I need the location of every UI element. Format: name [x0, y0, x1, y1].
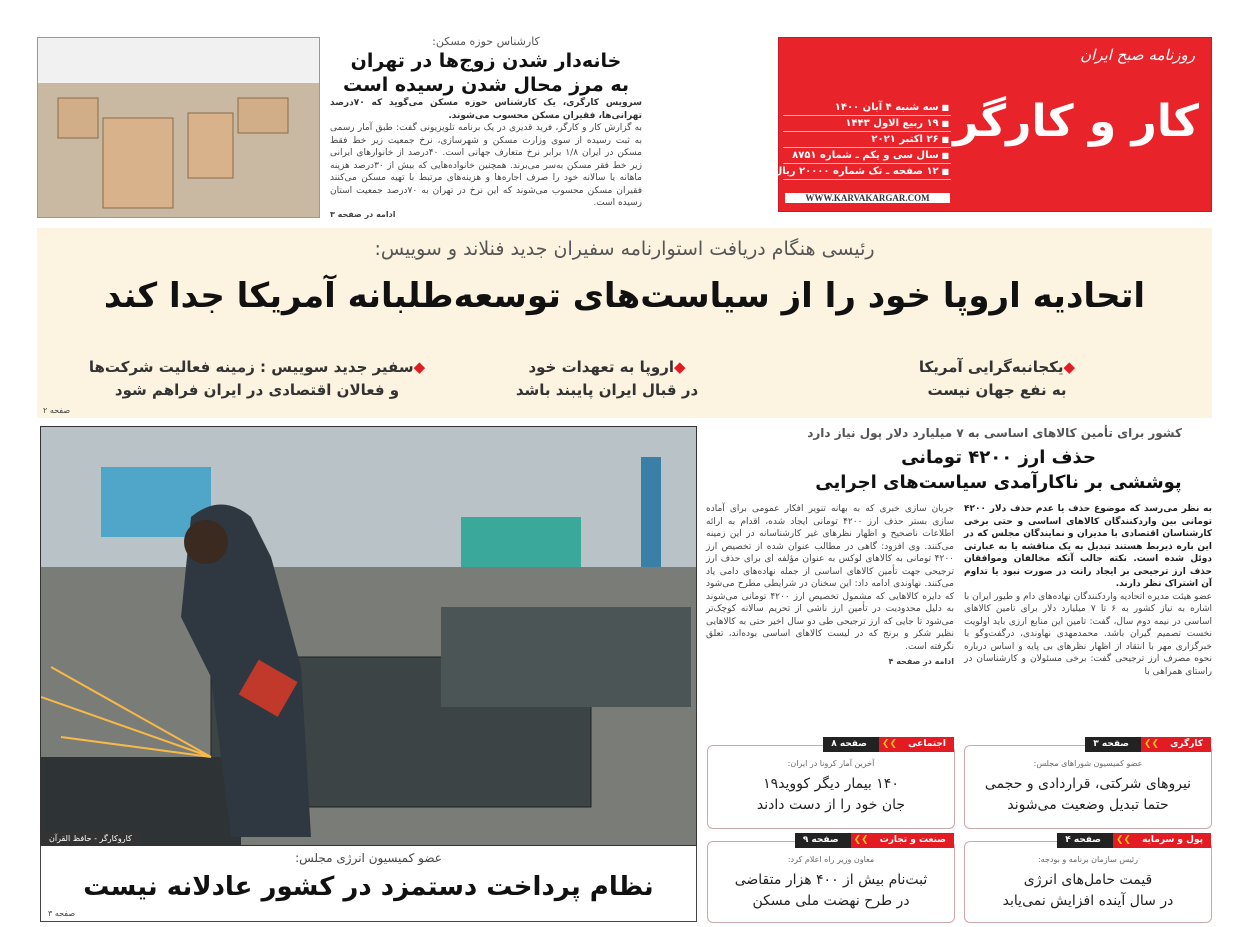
housing-story	[330, 35, 642, 220]
continued-note: ادامه در صفحه ۴	[888, 657, 954, 666]
housing-photo	[37, 37, 320, 218]
newspaper-logo: کار و کارگر	[953, 96, 1199, 147]
photo-story-kicker: عضو کمیسیون انرژی مجلس:	[295, 851, 442, 865]
lead-subhead: ◆سفیر جدید سوییس : زمینه فعالیت شرکت‌ها و فعالان اقتصادی در ایران فراهم شود	[88, 358, 426, 399]
issue-hijri-date: ■ ۱۹ ربیع الاول ۱۴۴۳	[783, 116, 951, 132]
page-ref: صفحه ۳	[48, 909, 76, 918]
column-right: به نظر می‌رسد که موضوع حذف یا عدم حذف دلار ۴۲۰۰ تومانی بین واردکنندگان کالاهای اساسی و حتی برخی کارشناسان اقتصادی با مدیران و نمایندگان مجلس که در این باره ذیربط هستند تبدیل به یک مناقشه یا به عبارتی دوئل شده است. نکته جالب آنکه مخالفان وموافقان حذف ارز ترجیحی بر ایجاد رانت در صورت نبود یا تداوم آن اشتراک نظر دارند. عضو هیئت مدیره اتحادیه واردکنندگان نهاده‌های دام و طیور ایران با اشاره به نیاز کشور به ۶ تا ۷ میلیارد دلار برای تامین کالاهای اساسی در نیمه دوم سال، گفت: تامین این منابع ارزی باید اولویت نخست تصمیم گیران باشد. محمدمهدی نهاوندی، درگفت‌وگو با خبرگزاری مهر با انتقاد از اظهار نظرهای بی پایه و اساس درباره نحوه مصرف ارز ترجیحی گفت: برخی مسئولان و کارشناسان در راستای همراهی با	[964, 504, 1213, 677]
currency-headline[interactable]: حذف ارز ۴۲۰۰ تومانی پوششی بر ناکارآمدی سیاست‌های اجرایی	[815, 447, 1182, 493]
currency-story	[705, 425, 1212, 678]
story-kicker: کارشناس حوزه مسکن:	[432, 35, 540, 48]
lead-subhead: ◆اروپا به تعهدات خود در قبال ایران پایبند باشد	[515, 358, 699, 399]
continued-note: ادامه در صفحه ۳	[330, 209, 396, 219]
issue-date: ■ سه شنبه ۴ آبان ۱۴۰۰	[783, 100, 951, 116]
teaser-box[interactable]: کارگری ❯❯ صفحه ۳ عضو کمیسیون شوراهای مجلس: نیروهای شرکتی، قراردادی و حجمی حتما تبدیل وضعیت می‌شوند	[964, 745, 1212, 829]
column-left: جریان سازی خبری که به بهانه تنویر افکار عمومی برای آماده سازی بستر حذف ارز ۴۲۰۰ تومانی ایجاد شده، اقدام به ارائه اطلاعات ناصحیح و اظهار نظرهای غیر کارشناسانه در این زمینه می‌کنند. وی افزود: گاهی در مطالب عنوان شده از تخصیص ارز ۴۲۰۰ تومانی به کالاهای لوکس به عنوان مؤلفه ای برای حذف ارز ترجیحی جهت تأمین کالاهای اساسی از جمله نهاده‌های دامی یاد می‌کنند. نهاوندی ادامه داد: این سخنان در شرایطی مطرح می‌شود که دایره کالاهایی که مشمول تخصیص ارز ۴۲۰۰ تومانی می‌شوند به دلیل محدودیت در تأمین ارز ناشی از تحریم سالانه کوچک‌تر می‌شود تا جایی که ارز ترجیحی طی دو سال اخیر حتی به کالاهایی نظیر شکر و برنج که در لیست کالاهای اساسی بوده‌اند، تعلق نگرفته است. ادامه در صفحه ۴	[706, 504, 955, 666]
worker-photo	[40, 426, 697, 846]
photo-story-text	[40, 850, 697, 904]
page-ref: صفحه ۲	[43, 406, 71, 415]
teaser-box[interactable]: پول و سرمایه ❯❯ صفحه ۴ رئیس سازمان برنامه و بودجه: قیمت حامل‌های انرژی در سال آینده افزایش نمی‌یابد	[964, 841, 1212, 923]
masthead-tagline: روزنامه صبح ایران	[1080, 46, 1195, 64]
masthead	[773, 37, 1212, 212]
story-headline[interactable]: خانه‌دار شدن زوج‌ها در تهران	[350, 50, 622, 72]
issue-info	[773, 100, 951, 180]
lead-story	[37, 228, 1212, 418]
lead-subhead: ◆یکجانبه‌گرایی آمریکا به نفع جهان نیست	[918, 358, 1076, 399]
teaser-box[interactable]: صنعت و تجارت ❯❯ صفحه ۹ معاون وزیر راه اعلام کرد: ثبت‌نام بیش از ۴۰۰ هزار متقاضی در طرح نهضت ملی مسکن	[707, 841, 955, 923]
lead-headline[interactable]: اتحادیه اروپا خود را از سیاست‌های توسعه‌طلبانه آمریکا جدا کند	[103, 276, 1146, 316]
website-url[interactable]: WWW.KARVAKARGAR.COM	[785, 193, 950, 203]
lead-kicker: رئیسی هنگام دریافت استوارنامه سفیران جدید فنلاند و سوییس:	[374, 238, 875, 260]
photo-story-headline[interactable]: نظام پرداخت دستمزد در کشور عادلانه نیست	[83, 872, 654, 902]
currency-kicker: کشور برای تأمین کالاهای اساسی به ۷ میلیارد دلار پول نیاز دارد	[807, 426, 1182, 440]
photo-caption: کاروکارگر - حافظ القرآن	[41, 832, 140, 845]
teaser-box[interactable]: اجتماعی ❯❯ صفحه ۸ آخرین آمار کرونا در ایران: ۱۴۰ بیمار دیگر کووید۱۹ جان خود را از دست دادند	[707, 745, 955, 829]
issue-number: ■ سال سی و یکم ـ شماره ۸۷۵۱	[783, 148, 951, 164]
factory-image	[41, 427, 696, 845]
issue-gregorian-date: ■ ۲۶ اکتبر ۲۰۲۱	[783, 132, 951, 148]
story-headline-line2[interactable]: به مرز محال شدن رسیده است	[342, 74, 630, 96]
buildings-image	[38, 38, 319, 217]
issue-price: ■ ۱۲ صفحه ـ تک شماره ۲۰۰۰۰ ریال	[783, 164, 951, 180]
story-body: به گزارش کار و کارگر، فرید قدیری در یک برنامه تلویزیونی گفت: طبق آمار رسمی به ثبت رسیده از سوی وزارت مسکن و شهرسازی، نرخ جمعیت زیر خط فقط مسکن در ایران ۱/۸ برابر نرخ متعارف جهانی است. ۴۰درصد از خانوارهای ایرانی زیر خط فقر مسکن به‌سر می‌برند. همچنین خانواده‌هایی که بیش از ۳۰درصد هزینه ماهانه یا سالانه خود را صرف اجاره‌ها و هزینه‌های مرتبط با تهیه مسکن می‌کنند فقیران مسکن محسوب می‌شوند که این نرخ در تهران به ۷۰درصد جمعیت استان رسیده است.	[330, 123, 643, 208]
story-lead: سرویس کارگری، یک کارشناس حوزه مسکن می‌گوید که ۷۰درصد تهرانی‌ها، فقیران مسکن محسوب می‌شوند.	[330, 98, 642, 121]
